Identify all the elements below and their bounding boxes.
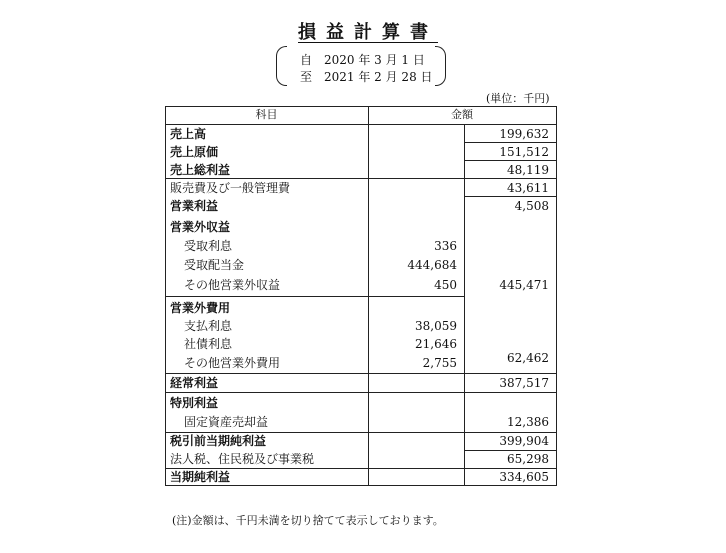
- period-range: [276, 46, 446, 86]
- table-row: [165, 125, 555, 143]
- row-total: 387,517: [499, 376, 549, 390]
- row-label: 法人税、住民税及び事業税: [170, 452, 315, 466]
- row-label: 経常利益: [170, 376, 219, 390]
- row-total: 62,462: [507, 351, 549, 365]
- row-total: 43,611: [507, 181, 549, 195]
- row-label: 支払利息: [184, 319, 233, 333]
- row-label: その他営業外収益: [184, 278, 281, 292]
- table-row: [165, 351, 555, 372]
- row-label: 売上原価: [170, 145, 219, 159]
- row-label: 税引前当期純利益: [170, 434, 267, 448]
- table-row: [165, 237, 555, 255]
- period-from: 自 2020 年 3 月 1 日: [300, 53, 425, 67]
- income-statement-table: [165, 106, 557, 486]
- table-row: [165, 468, 555, 486]
- table-row: [165, 317, 555, 335]
- document-title: 損益計算書: [298, 22, 438, 43]
- table-row: [165, 335, 555, 353]
- row-total: 4,508: [514, 199, 549, 213]
- table-row: [165, 450, 555, 468]
- row-total: 199,632: [499, 127, 549, 141]
- period-bracket-left: [276, 46, 287, 86]
- period-to: 至 2021 年 2 月 28 日: [300, 70, 433, 84]
- row-detail: 336: [434, 239, 457, 253]
- row-label: 売上総利益: [170, 163, 231, 177]
- table-row: [165, 432, 555, 450]
- row-label: 特別利益: [170, 396, 219, 410]
- table-row: [165, 276, 555, 294]
- row-detail: 38,059: [415, 319, 457, 333]
- row-total: 334,605: [499, 470, 549, 484]
- row-label: 受取利息: [184, 239, 233, 253]
- row-label: その他営業外費用: [184, 356, 281, 370]
- row-detail: 450: [434, 278, 457, 292]
- row-label: 営業利益: [170, 199, 219, 213]
- row-label: 売上高: [170, 127, 207, 141]
- table-row: [165, 218, 555, 236]
- table-row: [165, 143, 555, 161]
- table-row: [165, 299, 555, 317]
- header-item: 科目: [255, 108, 278, 121]
- header-amount: 金額: [451, 108, 473, 121]
- row-detail: 2,755: [422, 356, 457, 370]
- row-divider: [165, 296, 465, 297]
- table-row: [165, 161, 555, 179]
- row-total: 48,119: [507, 163, 549, 177]
- row-label: 営業外収益: [170, 220, 231, 234]
- table-row: [165, 256, 555, 274]
- row-total: 445,471: [499, 278, 549, 292]
- row-total: 151,512: [499, 145, 549, 159]
- row-label: 販売費及び一般管理費: [170, 181, 291, 195]
- table-row: [165, 197, 555, 215]
- row-total: 12,386: [507, 415, 549, 429]
- row-detail: 444,684: [407, 258, 457, 272]
- unit-label: (単位：千円): [486, 92, 550, 105]
- table-row: [165, 179, 555, 197]
- row-total: 65,298: [507, 452, 549, 466]
- period-bracket-right: [435, 46, 446, 86]
- table-row: [165, 374, 555, 392]
- table-row: [165, 413, 555, 431]
- row-label: 社債利息: [184, 337, 233, 351]
- row-label: 営業外費用: [170, 301, 231, 315]
- row-total: 399,904: [499, 434, 549, 448]
- row-label: 受取配当金: [184, 258, 245, 272]
- row-label: 固定資産売却益: [184, 415, 269, 429]
- row-divider: [165, 392, 556, 393]
- footnote: (注)金額は、千円未満を切り捨てて表示しております。: [172, 514, 444, 527]
- row-label: 当期純利益: [170, 470, 231, 484]
- table-row: [165, 394, 555, 412]
- row-detail: 21,646: [415, 337, 457, 351]
